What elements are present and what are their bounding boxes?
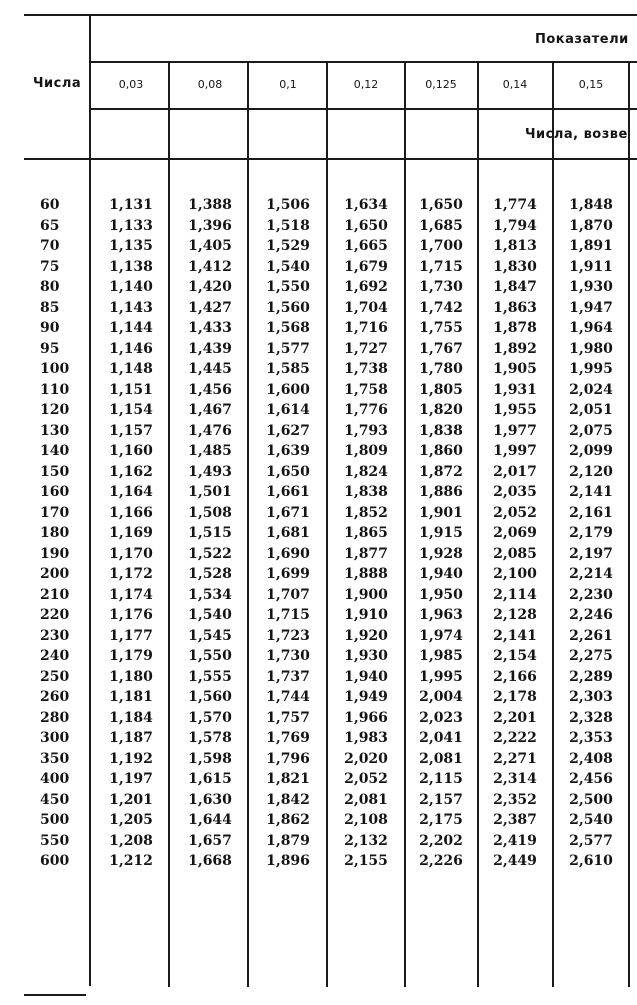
- table-cell: 1,187: [109, 730, 153, 746]
- exponent-header: 0,03: [118, 78, 144, 91]
- table-cell: 2,157: [419, 791, 463, 808]
- table-cell: 1,529: [266, 238, 310, 254]
- table-cell: 2,128: [493, 607, 537, 623]
- table-cell: 1,665: [344, 238, 388, 254]
- table-cell: 1,966: [344, 709, 388, 726]
- table-cell: 1,776: [344, 402, 388, 418]
- table-cell: 1,485: [188, 443, 232, 459]
- table-cell: 1,838: [419, 422, 463, 439]
- row-number: 240: [40, 648, 70, 664]
- row-number: 200: [40, 566, 70, 582]
- row-number: 500: [40, 812, 70, 828]
- table-cell: 1,518: [266, 217, 310, 234]
- table-cell: 1,755: [419, 320, 463, 336]
- row-number: 95: [40, 340, 60, 357]
- table-cell: 1,920: [344, 627, 388, 644]
- table-cell: 1,892: [493, 340, 537, 357]
- row-number: 450: [40, 791, 70, 808]
- table-cell: 1,757: [266, 709, 310, 726]
- col-rule-3: [326, 62, 328, 987]
- row-number: 110: [40, 381, 70, 398]
- table-cell: 2,141: [569, 484, 613, 500]
- row-number: 350: [40, 750, 70, 767]
- table-cell: 1,650: [419, 197, 463, 213]
- table-cell: 1,174: [109, 586, 153, 603]
- table-cell: 1,863: [493, 299, 537, 316]
- table-cell: 2,114: [493, 586, 537, 603]
- table-cell: 1,888: [344, 566, 388, 582]
- table-cell: 1,627: [266, 422, 310, 439]
- table-cell: 2,387: [493, 812, 537, 828]
- table-cell: 1,154: [109, 402, 153, 418]
- row-number: 210: [40, 586, 70, 603]
- table-cell: 1,420: [188, 279, 232, 295]
- row-number: 65: [40, 217, 60, 234]
- table-cell: 1,901: [419, 504, 463, 521]
- col-rule-1: [168, 62, 170, 987]
- table-cell: 1,715: [419, 258, 463, 275]
- table-cell: 1,160: [109, 443, 153, 459]
- col-rule-4: [404, 62, 406, 987]
- table-cell: 2,226: [419, 853, 463, 869]
- table-cell: 1,528: [188, 566, 232, 582]
- table-cell: 1,727: [344, 340, 388, 357]
- table-cell: 1,540: [266, 258, 310, 275]
- table-cell: 1,522: [188, 545, 232, 562]
- table-cell: 2,328: [569, 709, 613, 726]
- row-number: 70: [40, 238, 60, 254]
- row-number: 260: [40, 689, 70, 705]
- table-cell: 1,742: [419, 299, 463, 316]
- table-cell: 1,205: [109, 812, 153, 828]
- table-cell: 1,578: [188, 730, 232, 746]
- table-cell: 1,860: [419, 443, 463, 459]
- table-cell: 1,980: [569, 340, 613, 357]
- table-cell: 1,690: [266, 545, 310, 562]
- table-cell: 1,166: [109, 504, 153, 521]
- row-number: 550: [40, 832, 70, 849]
- table-cell: 2,085: [493, 545, 537, 562]
- table-cell: 1,456: [188, 381, 232, 398]
- table-cell: 2,540: [569, 812, 613, 828]
- table-cell: 1,144: [109, 320, 153, 336]
- table-cell: 2,075: [569, 422, 613, 439]
- table-cell: 2,041: [419, 730, 463, 746]
- table-cell: 2,197: [569, 545, 613, 562]
- table-cell: 1,877: [344, 545, 388, 562]
- table-cell: 2,230: [569, 586, 613, 603]
- table-cell: 1,172: [109, 566, 153, 582]
- table-cell: 2,289: [569, 668, 613, 685]
- table-cell: 1,848: [569, 197, 613, 213]
- table-cell: 1,681: [266, 525, 310, 541]
- table-cell: 2,052: [493, 504, 537, 521]
- row-number: 85: [40, 299, 60, 316]
- table-cell: 2,261: [569, 627, 613, 644]
- table-cell: 2,023: [419, 709, 463, 726]
- table-cell: 1,821: [266, 771, 310, 787]
- row-number: 300: [40, 730, 70, 746]
- table-cell: 2,610: [569, 853, 613, 869]
- row-number: 280: [40, 709, 70, 726]
- table-cell: 1,872: [419, 463, 463, 480]
- table-cell: 1,169: [109, 525, 153, 541]
- exponent-header: 0,125: [425, 78, 457, 91]
- table-cell: 1,838: [344, 484, 388, 500]
- row-number: 90: [40, 320, 60, 336]
- row-number: 75: [40, 258, 60, 275]
- table-cell: 1,940: [344, 668, 388, 685]
- table-cell: 1,886: [419, 484, 463, 500]
- table-cell: 1,830: [493, 258, 537, 275]
- table-cell: 2,275: [569, 648, 613, 664]
- top-header-label: Показатели: [535, 32, 629, 47]
- table-cell: 1,515: [188, 525, 232, 541]
- table-cell: 1,774: [493, 197, 537, 213]
- table-cell: 2,035: [493, 484, 537, 500]
- exponent-header: 0,15: [578, 78, 604, 91]
- table-cell: 1,396: [188, 217, 232, 234]
- table-cell: 1,847: [493, 279, 537, 295]
- table-cell: 1,197: [109, 771, 153, 787]
- table-cell: 1,181: [109, 689, 153, 705]
- table-cell: 1,560: [188, 689, 232, 705]
- table-cell: 1,598: [188, 750, 232, 767]
- table-cell: 2,024: [569, 381, 613, 398]
- table-cell: 1,947: [569, 299, 613, 316]
- table-cell: 1,208: [109, 832, 153, 849]
- table-cell: 1,615: [188, 771, 232, 787]
- table-cell: 2,271: [493, 750, 537, 767]
- table-cell: 1,820: [419, 402, 463, 418]
- table-cell: 1,634: [344, 197, 388, 213]
- table-cell: 1,138: [109, 258, 153, 275]
- table-cell: 1,824: [344, 463, 388, 480]
- table-cell: 2,408: [569, 750, 613, 767]
- table-cell: 1,955: [493, 402, 537, 418]
- table-cell: 1,560: [266, 299, 310, 316]
- table-cell: 1,180: [109, 668, 153, 685]
- table-cell: 1,758: [344, 381, 388, 398]
- table-cell: 1,506: [266, 197, 310, 213]
- row-number: 600: [40, 853, 70, 869]
- table-cell: 2,052: [344, 771, 388, 787]
- table-cell: 1,949: [344, 689, 388, 705]
- table-cell: 1,744: [266, 689, 310, 705]
- table-cell: 1,467: [188, 402, 232, 418]
- table-cell: 1,157: [109, 422, 153, 439]
- col-rule-6: [552, 62, 554, 987]
- row-number: 160: [40, 484, 70, 500]
- table-cell: 1,715: [266, 607, 310, 623]
- table-cell: 1,212: [109, 853, 153, 869]
- table-cell: 1,501: [188, 484, 232, 500]
- table-cell: 1,983: [344, 730, 388, 746]
- table-cell: 1,930: [569, 279, 613, 295]
- table-cell: 1,439: [188, 340, 232, 357]
- table-cell: 1,995: [569, 361, 613, 377]
- table-cell: 1,780: [419, 361, 463, 377]
- table-cell: 1,809: [344, 443, 388, 459]
- row-number: 180: [40, 525, 70, 541]
- table-cell: 2,154: [493, 648, 537, 664]
- table-cell: 1,405: [188, 238, 232, 254]
- table-cell: 1,977: [493, 422, 537, 439]
- exponent-header: 0,1: [279, 78, 297, 91]
- table-cell: 2,081: [419, 750, 463, 767]
- table-cell: 1,796: [266, 750, 310, 767]
- table-cell: 1,738: [344, 361, 388, 377]
- table-cell: 1,162: [109, 463, 153, 480]
- table-cell: 1,950: [419, 586, 463, 603]
- table-cell: 2,155: [344, 853, 388, 869]
- table-cell: 1,915: [419, 525, 463, 541]
- table-cell: 1,737: [266, 668, 310, 685]
- table-cell: 1,184: [109, 709, 153, 726]
- table-cell: 1,679: [344, 258, 388, 275]
- table-cell: 1,997: [493, 443, 537, 459]
- table-cell: 2,069: [493, 525, 537, 541]
- table-cell: 1,928: [419, 545, 463, 562]
- exponent-header: 0,14: [502, 78, 528, 91]
- col-rule-0: [89, 14, 91, 986]
- table-cell: 1,704: [344, 299, 388, 316]
- table-cell: 2,352: [493, 791, 537, 808]
- table-cell: 2,132: [344, 832, 388, 849]
- table-cell: 1,570: [188, 709, 232, 726]
- row-number: 150: [40, 463, 70, 480]
- table-cell: 1,878: [493, 320, 537, 336]
- exponent-header: 0,12: [353, 78, 379, 91]
- table-cell: 1,540: [188, 607, 232, 623]
- table-cell: 2,456: [569, 771, 613, 787]
- table-cell: 1,995: [419, 668, 463, 685]
- table-cell: 1,891: [569, 238, 613, 254]
- table-cell: 1,985: [419, 648, 463, 664]
- table-cell: 1,716: [344, 320, 388, 336]
- table-cell: 1,692: [344, 279, 388, 295]
- header-rule-1: [90, 61, 637, 63]
- table-cell: 1,730: [266, 648, 310, 664]
- table-cell: 1,388: [188, 197, 232, 213]
- table-cell: 1,671: [266, 504, 310, 521]
- table-cell: 2,120: [569, 463, 613, 480]
- table-cell: 1,862: [266, 812, 310, 828]
- row-number: 190: [40, 545, 70, 562]
- bottom-rule: [24, 994, 86, 996]
- table-cell: 1,433: [188, 320, 232, 336]
- table-cell: 1,963: [419, 607, 463, 623]
- table-cell: 2,419: [493, 832, 537, 849]
- table-cell: 2,577: [569, 832, 613, 849]
- table-cell: 1,131: [109, 197, 153, 213]
- table-cell: 1,767: [419, 340, 463, 357]
- table-cell: 2,246: [569, 607, 613, 623]
- table-cell: 1,900: [344, 586, 388, 603]
- table-cell: 1,707: [266, 586, 310, 603]
- table-cell: 2,051: [569, 402, 613, 418]
- table-cell: 1,508: [188, 504, 232, 521]
- table-cell: 1,135: [109, 238, 153, 254]
- table-cell: 1,685: [419, 217, 463, 234]
- table-cell: 1,133: [109, 217, 153, 234]
- table-cell: 1,644: [188, 812, 232, 828]
- table-cell: 2,161: [569, 504, 613, 521]
- table-cell: 1,600: [266, 381, 310, 398]
- table-cell: 1,164: [109, 484, 153, 500]
- table-cell: 1,143: [109, 299, 153, 316]
- table-cell: 1,148: [109, 361, 153, 377]
- table-cell: 1,931: [493, 381, 537, 398]
- table-cell: 1,146: [109, 340, 153, 357]
- table-cell: 2,115: [419, 771, 463, 787]
- table-cell: 2,222: [493, 730, 537, 746]
- table-cell: 1,730: [419, 279, 463, 295]
- header-rule-3: [24, 158, 637, 160]
- table-cell: 1,445: [188, 361, 232, 377]
- table-cell: 1,151: [109, 381, 153, 398]
- table-cell: 2,081: [344, 791, 388, 808]
- sub-header-label: Числа, возве: [525, 127, 628, 142]
- top-rule: [24, 14, 637, 16]
- table-cell: 1,910: [344, 607, 388, 623]
- table-cell: 1,905: [493, 361, 537, 377]
- table-cell: 2,449: [493, 853, 537, 869]
- table-cell: 1,940: [419, 566, 463, 582]
- table-cell: 2,100: [493, 566, 537, 582]
- table-cell: 2,303: [569, 689, 613, 705]
- table-cell: 1,668: [188, 853, 232, 869]
- table-cell: 1,585: [266, 361, 310, 377]
- table-cell: 1,842: [266, 791, 310, 808]
- table-cell: 1,177: [109, 627, 153, 644]
- table-cell: 1,555: [188, 668, 232, 685]
- row-number: 230: [40, 627, 70, 644]
- table-cell: 1,769: [266, 730, 310, 746]
- table-cell: 1,964: [569, 320, 613, 336]
- table-cell: 1,201: [109, 791, 153, 808]
- table-cell: 1,176: [109, 607, 153, 623]
- exponent-header: 0,08: [197, 78, 223, 91]
- table-cell: 2,500: [569, 791, 613, 808]
- table-cell: 1,974: [419, 627, 463, 644]
- row-number: 170: [40, 504, 70, 521]
- table-cell: 1,493: [188, 463, 232, 480]
- table-cell: 1,879: [266, 832, 310, 849]
- table-cell: 1,723: [266, 627, 310, 644]
- row-number: 80: [40, 279, 60, 295]
- row-number: 400: [40, 771, 70, 787]
- table-cell: 2,314: [493, 771, 537, 787]
- row-number: 130: [40, 422, 70, 439]
- table-cell: 1,852: [344, 504, 388, 521]
- table-cell: 1,140: [109, 279, 153, 295]
- table-cell: 1,794: [493, 217, 537, 234]
- table-cell: 2,178: [493, 689, 537, 705]
- table-cell: 1,534: [188, 586, 232, 603]
- table-cell: 2,108: [344, 812, 388, 828]
- table-cell: 2,166: [493, 668, 537, 685]
- table-cell: 1,650: [266, 463, 310, 480]
- table-cell: 1,476: [188, 422, 232, 439]
- table-cell: 1,700: [419, 238, 463, 254]
- table-cell: 2,141: [493, 627, 537, 644]
- table-cell: 1,568: [266, 320, 310, 336]
- row-number: 120: [40, 402, 70, 418]
- col-rule-5: [477, 62, 479, 987]
- col-rule-2: [247, 62, 249, 987]
- table-cell: 1,550: [266, 279, 310, 295]
- table-cell: 1,813: [493, 238, 537, 254]
- table-cell: 2,099: [569, 443, 613, 459]
- table-cell: 1,911: [569, 258, 613, 275]
- table-cell: 1,630: [188, 791, 232, 808]
- table-cell: 2,017: [493, 463, 537, 480]
- table-cell: 1,170: [109, 545, 153, 562]
- table-cell: 1,639: [266, 443, 310, 459]
- table-cell: 2,020: [344, 750, 388, 767]
- row-number: 220: [40, 607, 70, 623]
- table-cell: 1,550: [188, 648, 232, 664]
- table-cell: 1,661: [266, 484, 310, 500]
- header-rule-2: [90, 108, 637, 110]
- table-cell: 1,870: [569, 217, 613, 234]
- table-cell: 1,805: [419, 381, 463, 398]
- table-cell: 1,896: [266, 853, 310, 869]
- row-header-label: Числа: [33, 76, 82, 91]
- table-cell: 2,202: [419, 832, 463, 849]
- table-cell: 1,865: [344, 525, 388, 541]
- row-number: 100: [40, 361, 70, 377]
- table-cell: 1,930: [344, 648, 388, 664]
- table-cell: 2,214: [569, 566, 613, 582]
- table-cell: 1,192: [109, 750, 153, 767]
- table-cell: 1,614: [266, 402, 310, 418]
- row-number: 60: [40, 197, 60, 213]
- table-cell: 1,577: [266, 340, 310, 357]
- row-number: 140: [40, 443, 70, 459]
- table-cell: 1,650: [344, 217, 388, 234]
- table-cell: 2,175: [419, 812, 463, 828]
- table-cell: 1,793: [344, 422, 388, 439]
- table-cell: 1,545: [188, 627, 232, 644]
- table-cell: 1,412: [188, 258, 232, 275]
- table-cell: 2,353: [569, 730, 613, 746]
- table-cell: 2,004: [419, 689, 463, 705]
- table-cell: 1,699: [266, 566, 310, 582]
- row-number: 250: [40, 668, 70, 685]
- table-cell: 2,201: [493, 709, 537, 726]
- col-rule-7: [628, 62, 630, 987]
- table-cell: 2,179: [569, 525, 613, 541]
- table-cell: 1,179: [109, 648, 153, 664]
- table-cell: 1,657: [188, 832, 232, 849]
- table-cell: 1,427: [188, 299, 232, 316]
